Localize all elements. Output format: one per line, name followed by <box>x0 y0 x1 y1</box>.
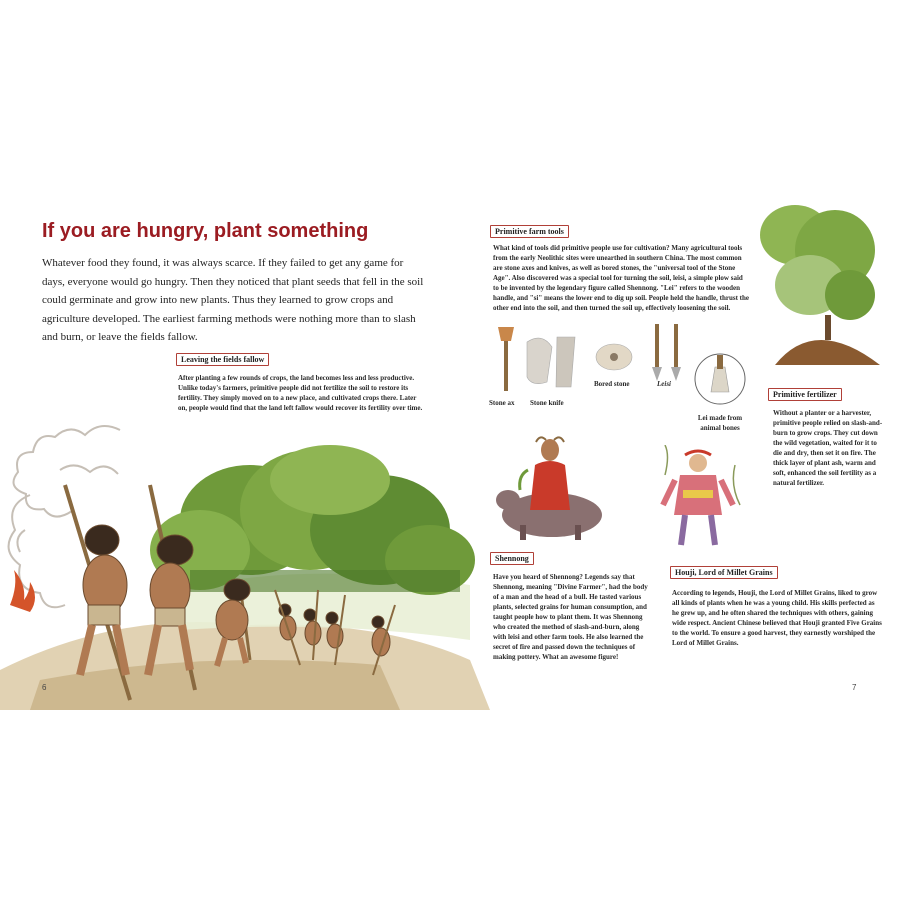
fire-icon <box>10 570 35 612</box>
left-page-number: 6 <box>42 683 47 692</box>
intro-paragraph: Whatever food they found, it was always scarce. If they failed to get any game for days, everyone would go hungry. Then they noticed that plant seeds that fell in the soil could germinate and grow into new plants. Thus they learned to grow crops and agriculture developed. The earliest farming methods were nothing more than to slash and burn, or leave the fields fallow. <box>42 257 424 343</box>
tools-text: What kind of tools did primitive people use for cultivation? Many agricultural tools from the early Neolithic sites were unearthed in southern China. The most common are stone axes and knives, as well as bored stones, the "universal tool of the Stone Age". Also discovered was a special tool for turning the soil, leisi, a simple plow said to be invented by the legendary figure called Shennong. "Lei" refers to the wooden handle, and "si" means the lower end to dig up soil. People held the handle, thrust the other end into the soil, and then turned the soil up, effectively loosening the soil. <box>493 244 749 312</box>
right-page-number: 7 <box>852 683 857 692</box>
stone-knife-caption: Stone knife <box>530 399 564 407</box>
fertilizer-text: Without a planter or a harvester, primitive people relied on slash-and-burn to grow crops. They cut down the wild vegetation, waited for it to die and dry, then set it on fire. The thick layer of plant ash, warm and soft, enhanced the soil fertility as a natural fertilizer. <box>773 409 883 487</box>
forest-illustration <box>150 445 475 595</box>
bone-lei-icon <box>693 352 747 406</box>
houji-illustration <box>655 445 745 555</box>
stone-ax-icon <box>495 325 517 393</box>
fallow-label: Leaving the fields fallow <box>176 353 269 366</box>
houji-text: According to legends, Houji, the Lord of Millet Grains, liked to grow all kinds of plants when he was a young child. His skills perfected as he grew up, and he often shared the techniques with others, gaining wide respect. Ancient Chinese believed that Houji granted Five Grains to the world. To ensure a good harvest, they earnestly worshiped the Lord of Millet Grains. <box>672 589 882 647</box>
tree-fire-illustration <box>755 195 885 375</box>
stone-ax-caption: Stone ax <box>489 399 515 407</box>
bored-stone-icon <box>594 342 634 372</box>
fallow-text: After planting a few rounds of crops, the land becomes less and less productive. Unlike today's farmers, primitive people did not fertilize the soil to restore its fertility. They simply moved on to a new place, and cultivated crops there. Later on, people would find that the land left fallow would recover its fertility over time. <box>178 374 423 412</box>
leisi-icon <box>647 322 687 382</box>
shennong-text: Have you heard of Shennong? Legends say that Shennong, meaning "Divine Farmer", had the body of a man and the head of a bull. He tasted various plants, selected grains for human consumption, and taught people how to plant them. It was Shennong who created the method of slash-and-burn, along with leisi and other farm tools. He also learned the secret of fire and passed down the techniques of making pottery. What an awesome figure! <box>493 573 648 661</box>
fertilizer-label: Primitive fertilizer <box>768 388 842 401</box>
houji-label: Houji, Lord of Millet Grains <box>670 566 778 579</box>
slash-and-burn-illustration <box>0 410 500 710</box>
leisi-caption: Leisi <box>657 380 671 388</box>
stone-knife-icon <box>522 332 580 392</box>
page-title: If you are hungry, plant something <box>42 220 369 242</box>
shennong-illustration <box>490 430 610 545</box>
tools-label: Primitive farm tools <box>490 225 569 238</box>
bored-stone-caption: Bored stone <box>594 380 630 388</box>
lei-bones-caption: Lei made from animal bones <box>697 414 743 432</box>
shennong-label: Shennong <box>490 552 534 565</box>
